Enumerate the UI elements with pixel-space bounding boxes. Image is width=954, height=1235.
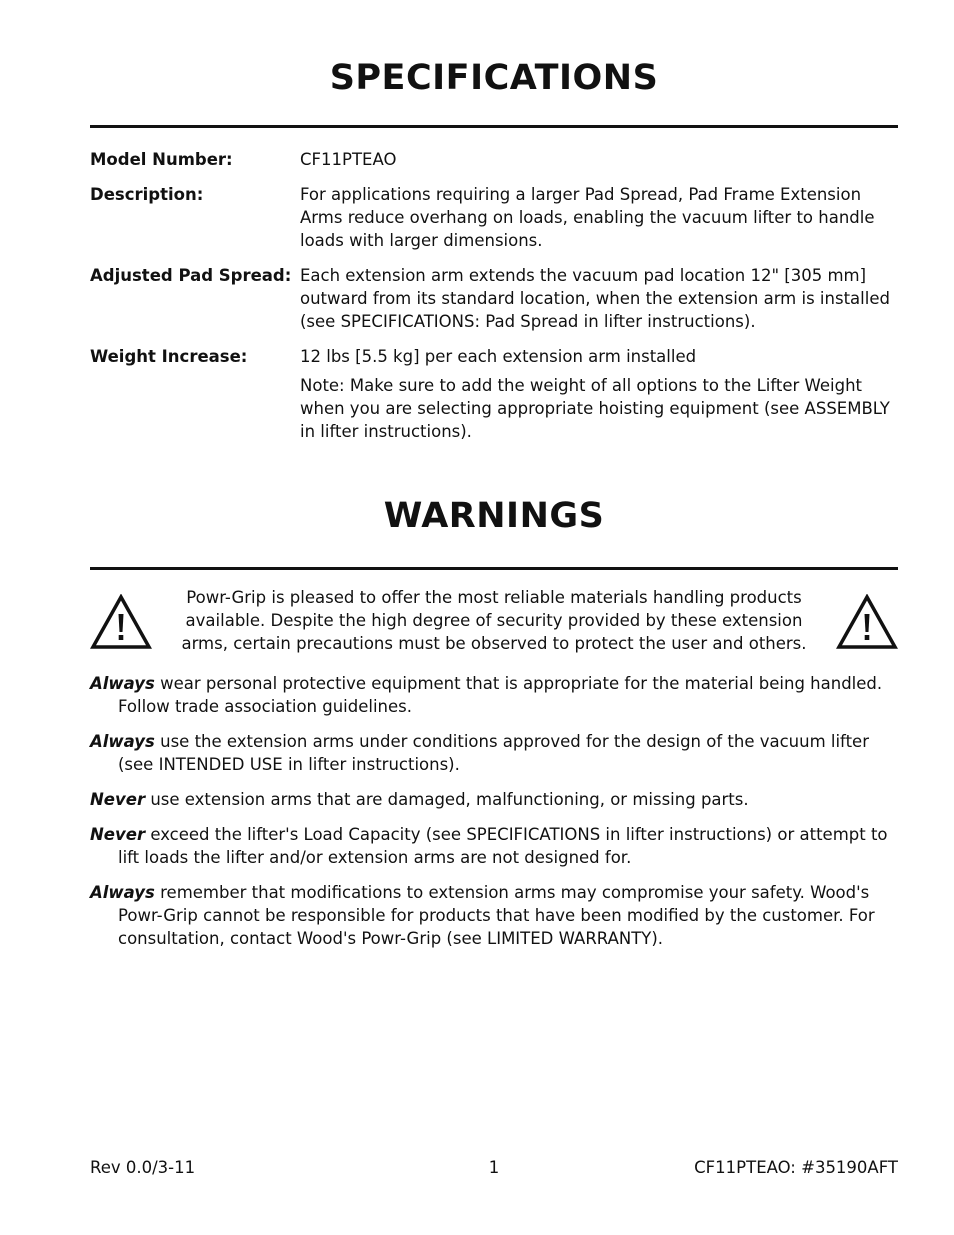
document-number: CF11PTEAO: #35190AFT <box>694 1158 898 1177</box>
warning-item <box>90 823 898 869</box>
spec-label: Model Number: <box>90 150 233 169</box>
warning-keyword: Always <box>90 674 155 693</box>
warning-text: wear personal protective equipment that is appropriate for the material being handled. Follow trade association guidelines. <box>118 674 883 716</box>
page-number: 1 <box>488 1158 500 1177</box>
spec-row-description <box>90 183 898 252</box>
spec-label: Description: <box>90 185 204 204</box>
specifications-heading: SPECIFICATIONS <box>329 58 659 98</box>
specifications-table <box>90 148 898 455</box>
revision-label: Rev 0.0/3-11 <box>90 1158 196 1177</box>
warning-item <box>90 730 898 776</box>
spec-label: Adjusted Pad Spread: <box>90 266 292 285</box>
spec-value-text: CF11PTEAO <box>300 150 397 169</box>
warnings-intro-box <box>90 586 898 656</box>
heading-divider <box>90 567 898 570</box>
spec-value <box>300 345 898 443</box>
spec-row-model-number <box>90 148 898 171</box>
spec-value-text: Each extension arm extends the vacuum pad location 12" [305 mm] outward from its standard location, when the extension arm is installed (see SPECIFICATIONS: Pad Spread in lifter instructions). <box>300 266 890 331</box>
warning-triangle-icon <box>90 594 152 650</box>
spec-value <box>300 148 898 171</box>
warning-item <box>90 788 898 811</box>
warning-text: remember that modifications to extension arms may compromise your safety. Wood's Powr-Grip cannot be responsible for products that have been modified by the customer. For consultation, contact Wood's Powr-Grip (see LIMITED WARRANTY). <box>118 883 875 948</box>
warning-text: use the extension arms under conditions approved for the design of the vacuum lifter (see INTENDED USE in lifter instructions). <box>118 732 869 774</box>
warning-item <box>90 881 898 950</box>
spec-row-weight-increase <box>90 345 898 443</box>
warning-triangle-icon <box>836 594 898 650</box>
spec-value <box>300 183 898 252</box>
warning-keyword: Never <box>90 825 146 844</box>
spec-value-text: 12 lbs [5.5 kg] per each extension arm installed <box>300 347 697 366</box>
warning-text: use extension arms that are damaged, malfunctioning, or missing parts. <box>145 790 749 809</box>
warnings-intro-text: Powr-Grip is pleased to offer the most reliable materials handling products available. Despite the high degree of security provided by these extension arms, certain precautions must be observed to protect the user and others. <box>181 588 807 653</box>
warnings-heading: WARNINGS <box>383 496 605 536</box>
spec-value <box>300 264 898 333</box>
warning-item <box>90 672 898 718</box>
warning-keyword: Never <box>90 790 146 809</box>
warning-keyword: Always <box>90 883 155 902</box>
warning-text: exceed the lifter's Load Capacity (see SPECIFICATIONS in lifter instructions) or attempt to lift loads the lifter and/or extension arms are not designed for. <box>118 825 888 867</box>
heading-divider <box>90 125 898 128</box>
spec-note-text: Note: Make sure to add the weight of all options to the Lifter Weight when you are selecting appropriate hoisting equipment (see ASSEMBLY in lifter instructions). <box>300 376 890 441</box>
warning-keyword: Always <box>90 732 155 751</box>
spec-value-text: For applications requiring a larger Pad Spread, Pad Frame Extension Arms reduce overhang on loads, enabling the vacuum lifter to handle loads with larger dimensions. <box>300 185 875 250</box>
warnings-list <box>90 672 898 962</box>
spec-label: Weight Increase: <box>90 347 248 366</box>
spec-row-adjusted-pad-spread <box>90 264 898 333</box>
